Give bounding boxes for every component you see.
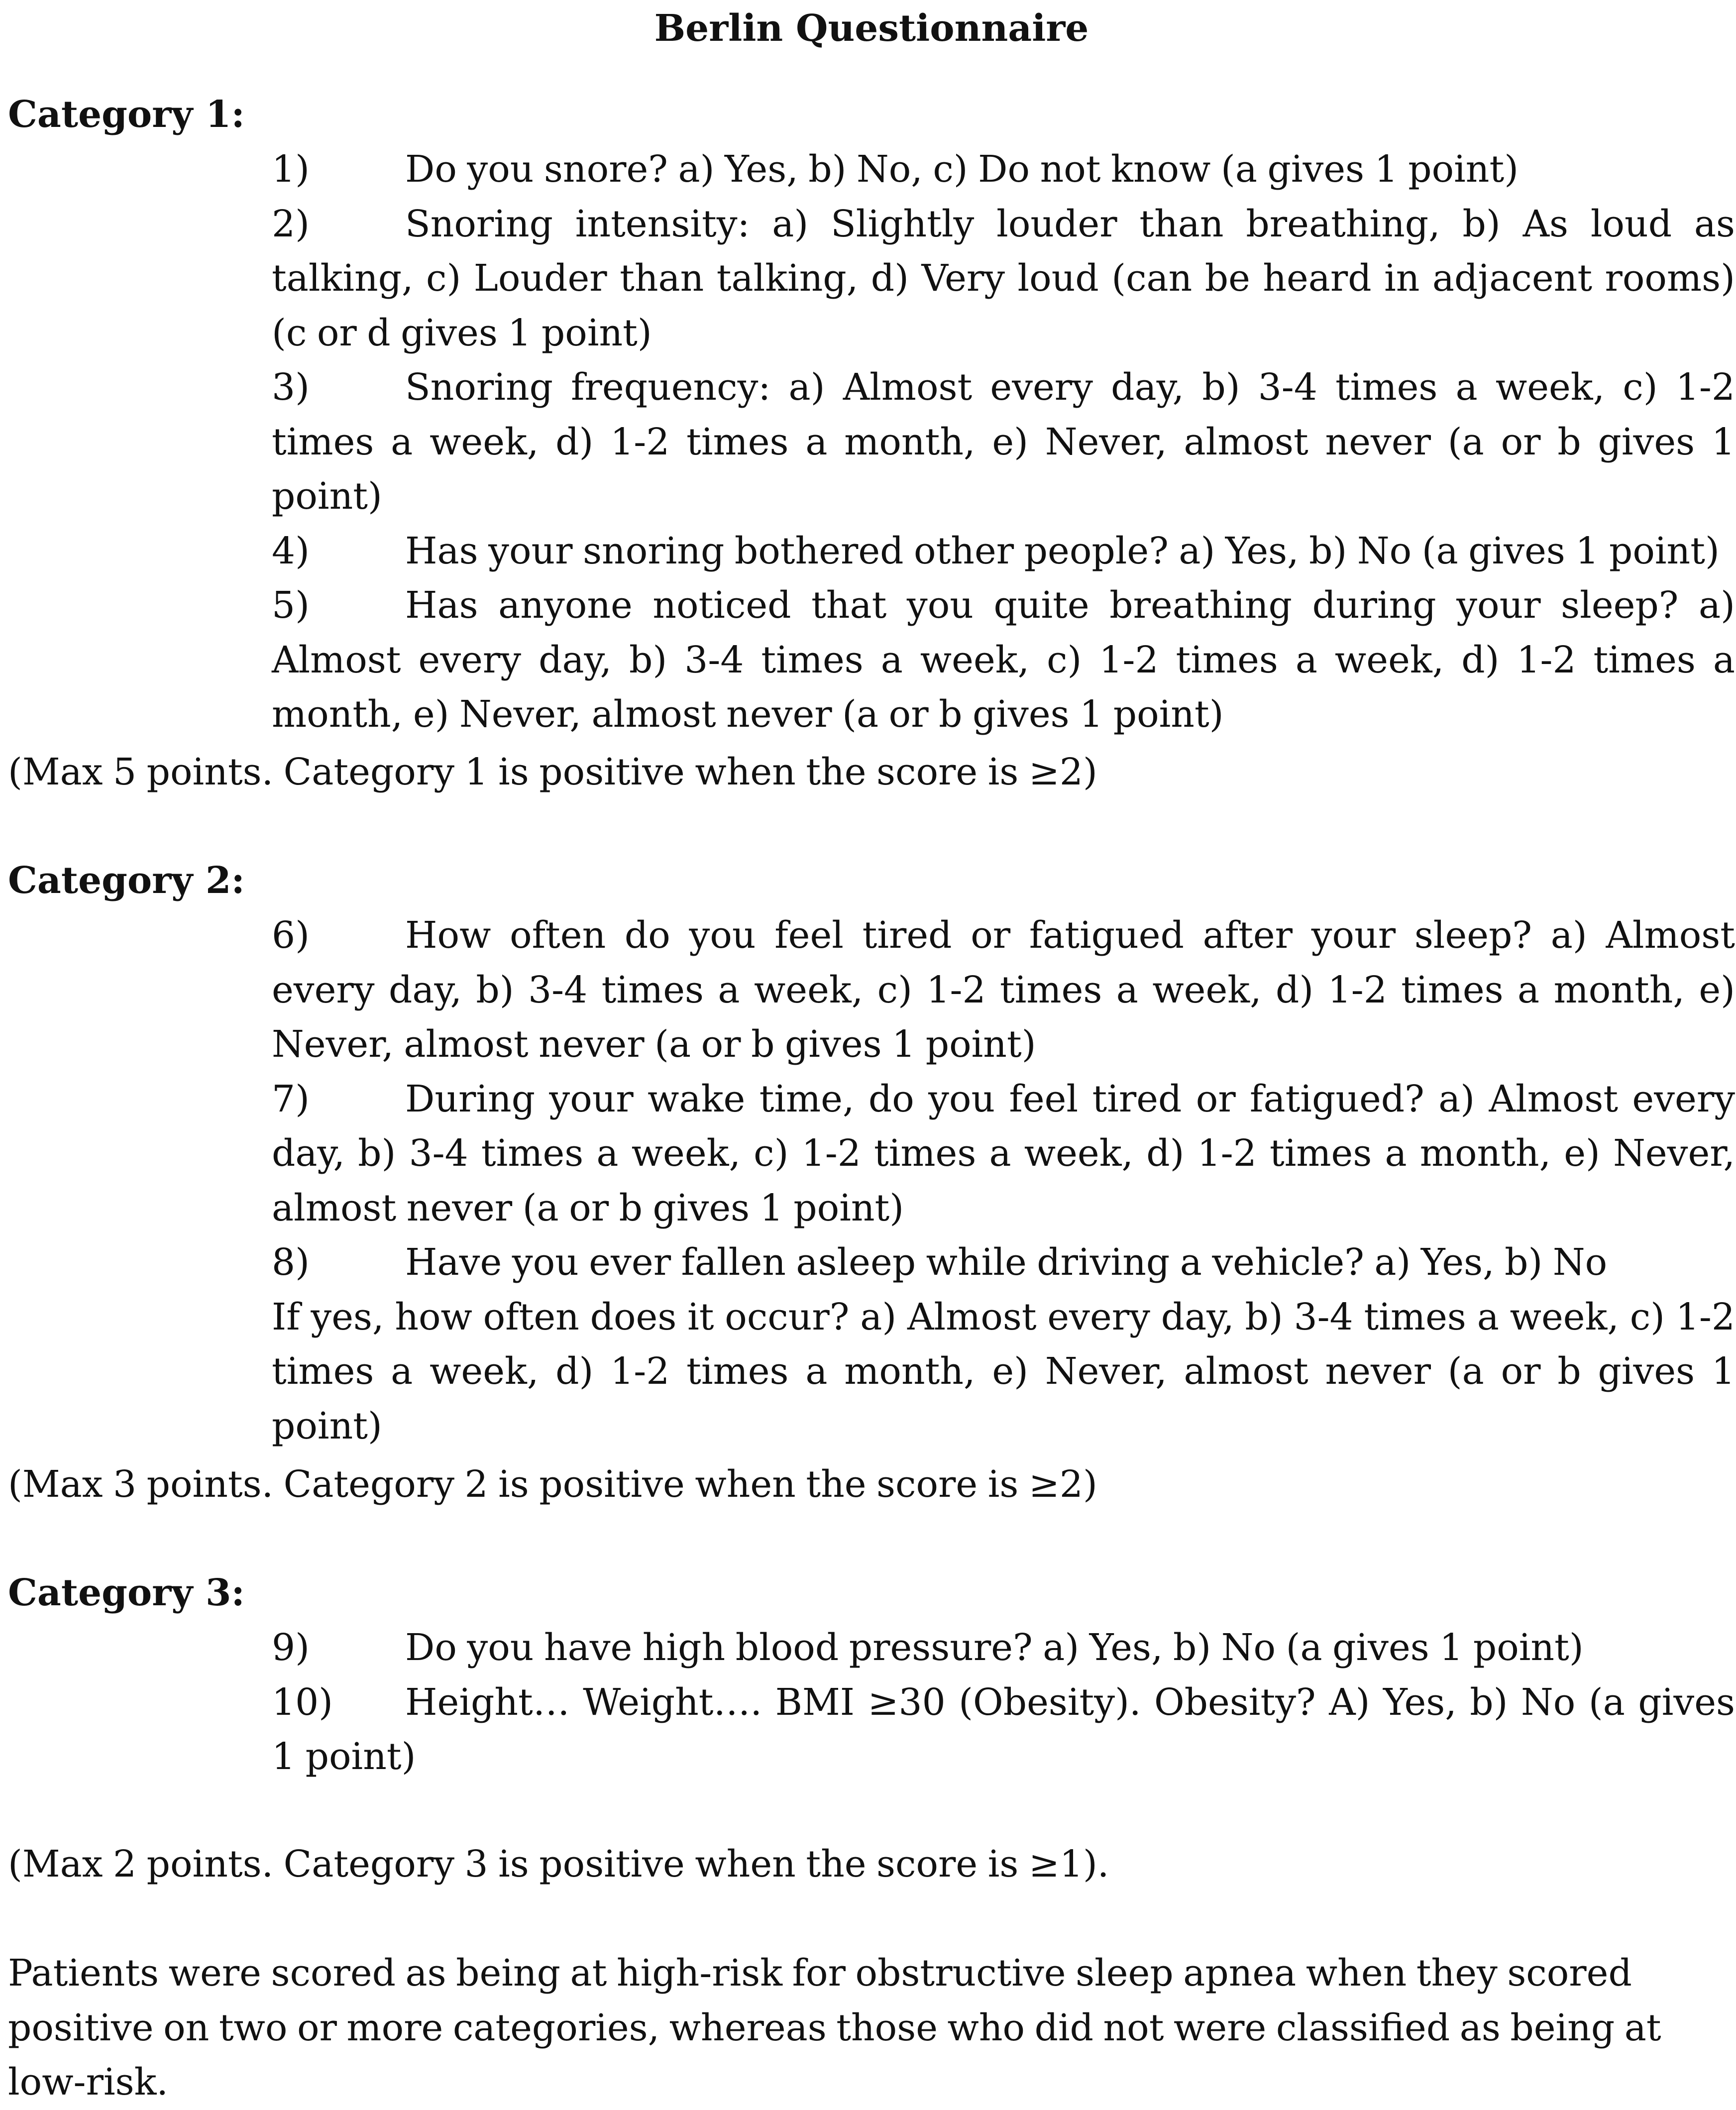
question-item (272, 1675, 1735, 1784)
question-text: Have you ever fallen asleep while driving a vehicle? a) Yes, b) No (405, 1241, 1608, 1284)
question-item (272, 142, 1735, 197)
question-number: 8) (272, 1241, 310, 1284)
conclusion-paragraph: Patients were scored as being at high-risk for obstructive sleep apnea when they scored positive on two or more categories, whereas those who did not were classified as being at low-risk. (8, 1952, 1661, 2104)
question-number: 5) (272, 584, 310, 627)
question-text: Height… Weight…. BMI ≥30 (Obesity). Obesity? A) Yes, b) No (a gives 1 point) (272, 1680, 1735, 1778)
question-number: 1) (272, 148, 310, 191)
question-text: How often do you feel tired or fatigued after your sleep? a) Almost every day, b) 3-4 times a week, c) 1-2 times a week, d) 1-2 times a month, e) Never, almost never (a or b gives 1 point) (272, 914, 1735, 1066)
question-number: 10) (272, 1680, 333, 1724)
question-text: Has your snoring bothered other people? a) Yes, b) No (a gives 1 point) (405, 529, 1720, 572)
document-title: Berlin Questionnaire (654, 7, 1089, 50)
category-1-items (272, 142, 1735, 742)
category-3-score-note: (Max 2 points. Category 3 is positive when the score is ≥1). (8, 1843, 1109, 1886)
question-item (272, 524, 1735, 579)
question-text: During your wake time, do you feel tired or fatigued? a) Almost every day, b) 3-4 times a week, c) 1-2 times a week, d) 1-2 times a month, e) Never, almost never (a or b gives 1 point) (272, 1077, 1735, 1229)
category-2-items (272, 908, 1735, 1453)
question-text: Snoring frequency: a) Almost every day, b) 3-4 times a week, c) 1-2 times a week, d) 1-2 times a month, e) Never, almost never (a or b gives 1 point) (272, 366, 1735, 518)
question-text: Do you snore? a) Yes, b) No, c) Do not know (a gives 1 point) (405, 148, 1519, 191)
question-continuation: If yes, how often does it occur? a) Almost every day, b) 3-4 times a week, c) 1-2 times a week, d) 1-2 times a month, e) Never, almost never (a or b gives 1 point) (272, 1295, 1735, 1447)
question-item (272, 1072, 1735, 1236)
document-page (8, 0, 1735, 2104)
category-3-items (272, 1621, 1735, 1784)
question-item (272, 578, 1735, 742)
question-item (272, 360, 1735, 524)
question-text: Do you have high blood pressure? a) Yes, b) No (a gives 1 point) (405, 1626, 1584, 1669)
question-item (272, 1621, 1735, 1675)
question-number: 7) (272, 1077, 310, 1120)
question-number: 2) (272, 202, 310, 245)
category-2-heading: Category 2: (8, 859, 245, 902)
question-text: Has anyone noticed that you quite breathing during your sleep? a) Almost every day, b) 3-4 times a week, c) 1-2 times a week, d) 1-2 times a month, e) Never, almost never (a or b gives 1 point) (272, 584, 1735, 736)
category-1-score-note: (Max 5 points. Category 1 is positive when the score is ≥2) (8, 751, 1097, 793)
question-number: 9) (272, 1626, 310, 1669)
category-2-score-note: (Max 3 points. Category 2 is positive when the score is ≥2) (8, 1463, 1097, 1506)
question-number: 6) (272, 914, 310, 957)
question-item (272, 1235, 1735, 1453)
question-number: 4) (272, 529, 310, 572)
category-3-heading: Category 3: (8, 1571, 245, 1614)
question-item (272, 197, 1735, 361)
question-text: Snoring intensity: a) Slightly louder than breathing, b) As loud as talking, c) Louder than talking, d) Very loud (can be heard in adjacent rooms) (c or d gives 1 point) (272, 202, 1735, 354)
category-1-heading: Category 1: (8, 93, 245, 136)
question-item (272, 908, 1735, 1072)
question-number: 3) (272, 366, 310, 409)
